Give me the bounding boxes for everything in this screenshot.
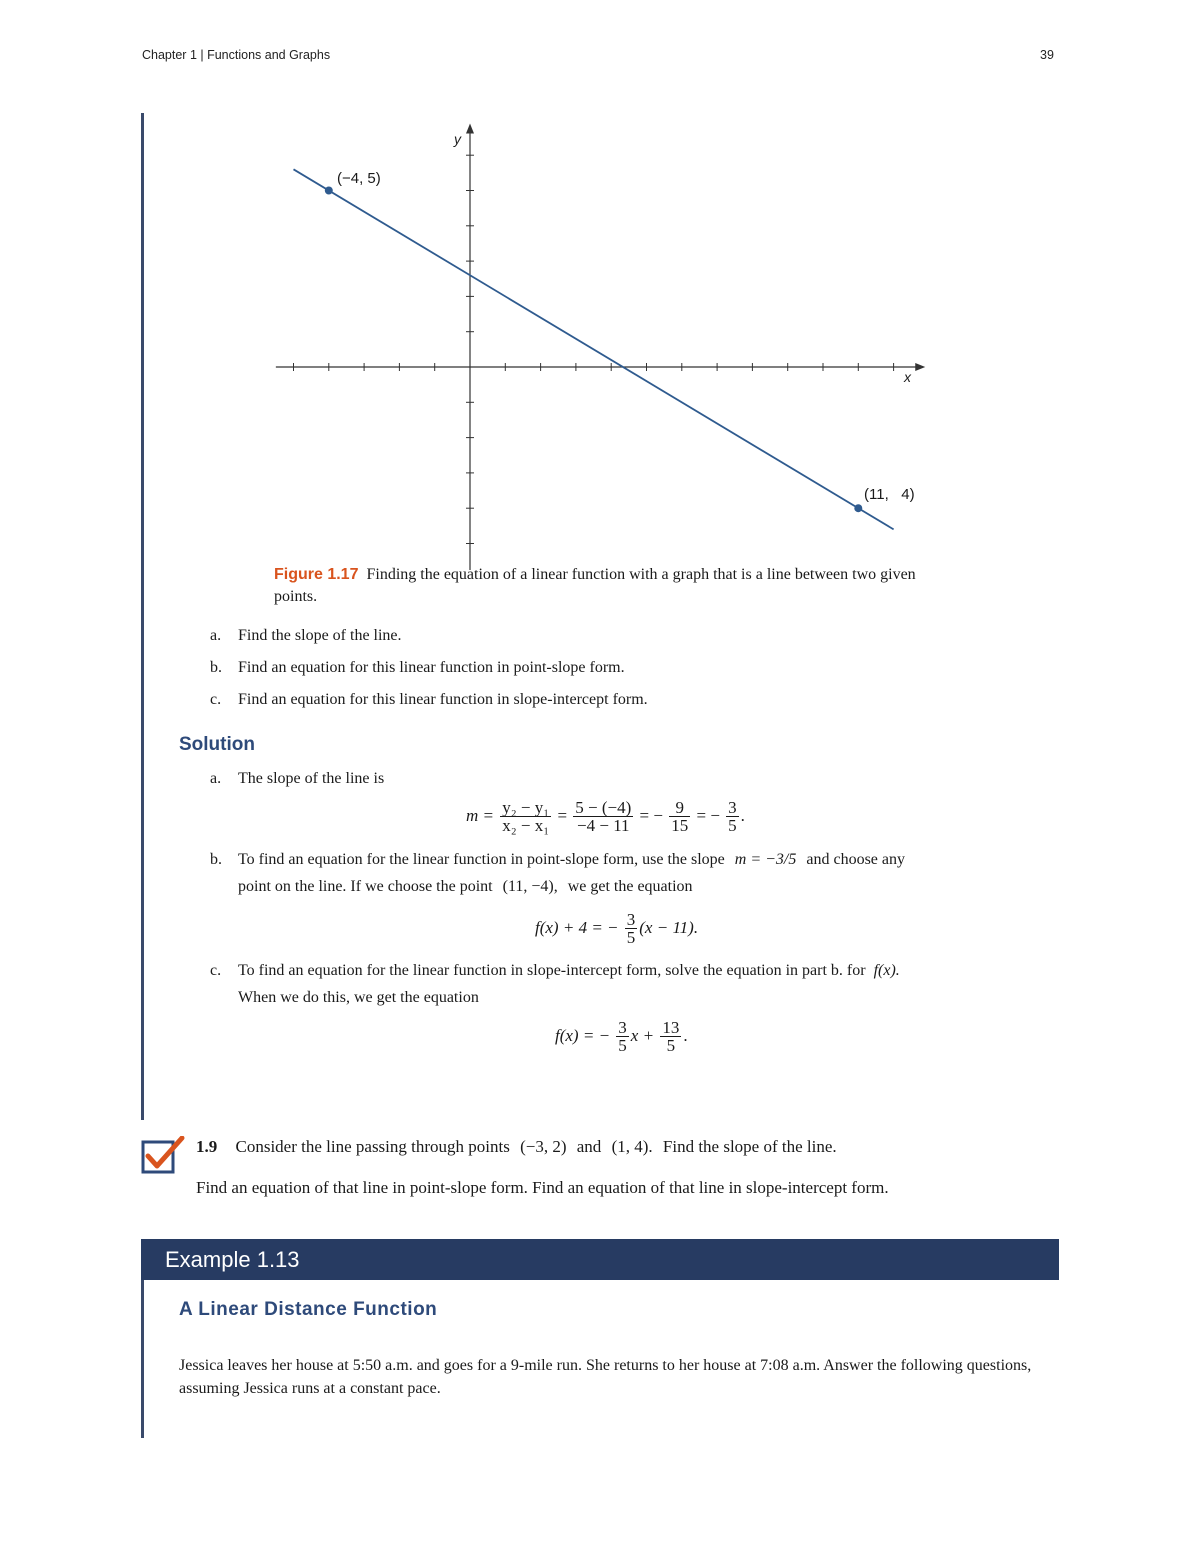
fraction: $\frac{3}{5}$ [728, 798, 737, 835]
point-slope-equation [535, 912, 698, 946]
fraction: $\frac{13}{5}$ [662, 1018, 680, 1055]
eq-m: m = [466, 805, 494, 825]
solution-heading: Solution [179, 734, 255, 755]
eq-sign: = − [696, 805, 720, 825]
chapter-header: Chapter 1 | Functions and Graphs [142, 48, 331, 62]
checkpoint-line2: Find an equation of that line in point-slope form. Find an equation of that line in slope-intercept form. [196, 1178, 889, 1197]
example-text: Jessica leaves her house at 5:50 a.m. and goes for a 9-mile run. She returns to her house at 7:08 a.m. Answer the following questions, assuming Jessica runs at a constant pace. [179, 1357, 1032, 1397]
fraction: $\frac{\text{y₂ − y₁}}{\text{x₂ − x₁}}$ [502, 798, 550, 835]
data-point [854, 504, 862, 512]
solution-b-slope: m = −3/5 [734, 851, 797, 868]
example-title: A Linear Distance Function [179, 1299, 438, 1320]
list-marker: b. [210, 659, 222, 676]
fraction: $\frac{5 - (-4)}{-4 - 11}$ [575, 798, 632, 835]
list-marker: c. [210, 962, 222, 979]
checkpoint-text2: Find the slope of the line. [662, 1137, 837, 1156]
linear-function-line [294, 169, 894, 529]
list-text: Find an equation for this linear function in slope-intercept form. [238, 691, 648, 708]
list-marker: b. [210, 851, 222, 868]
point-label-a: (−4, 5) [337, 170, 381, 187]
figure-graph [260, 120, 940, 570]
checkpoint-p1: (−3, 2) [520, 1137, 567, 1156]
solution-b-text2: and choose any [806, 851, 905, 868]
questions-list [210, 622, 1010, 718]
checkpoint-and: and [576, 1137, 602, 1156]
list-item [210, 686, 1010, 718]
eq3-lhs: f(x) = − [555, 1025, 611, 1045]
list-marker: a. [210, 770, 222, 787]
example-side-rule [141, 113, 144, 1120]
list-text: Find the slope of the line. [238, 627, 402, 644]
graph-axes [276, 124, 925, 570]
figure-label: Figure 1.17 [274, 566, 359, 583]
x-axis-label: x [904, 369, 911, 385]
solution-a-text: The slope of the line is [238, 770, 385, 787]
checkpoint-p2: (1, 4). [611, 1137, 653, 1156]
y-axis-label: y [454, 131, 461, 147]
data-point [325, 187, 333, 195]
solution-c-fx: f(x). [873, 962, 900, 979]
fraction: $\frac{9}{15}$ [671, 798, 689, 835]
solution-b-text3: point on the line. If we choose the point [238, 878, 493, 895]
slope-equation [466, 800, 745, 834]
checkpoint-icon [140, 1136, 186, 1176]
solution-c-text1: To find an equation for the linear function in slope-intercept form, solve the equation in part b. for [238, 962, 866, 979]
list-item [210, 654, 1010, 686]
eq2-lhs: f(x) + 4 = − [535, 917, 619, 937]
point-label-b: (11, 4) [864, 486, 915, 503]
eq-sign: = − [639, 805, 663, 825]
solution-c-text2: When we do this, we get the equation [238, 989, 479, 1006]
eq3-end: . [683, 1025, 688, 1045]
graph-plot [294, 169, 894, 529]
list-marker: c. [210, 691, 222, 708]
slope-intercept-equation [555, 1020, 688, 1054]
eq2-rhs: (x − 11). [639, 917, 699, 937]
page-number: 39 [1040, 48, 1054, 62]
example-side-rule-2 [141, 1280, 144, 1438]
solution-b-point: (11, −4), [502, 878, 558, 895]
figure-caption [274, 564, 924, 608]
list-item [210, 622, 1010, 654]
x-axis-arrow [915, 363, 925, 371]
eq-end: . [740, 805, 745, 825]
eq-sign: = [557, 805, 568, 825]
figure-caption-text: Finding the equation of a linear function with a graph that is a line between two given points. [274, 566, 916, 605]
checkpoint-text1: Consider the line passing through points [235, 1137, 510, 1156]
y-axis-arrow [466, 124, 474, 134]
solution-b-text4: we get the equation [567, 878, 693, 895]
fraction: $\frac{3}{5}$ [626, 910, 636, 947]
list-text: Find an equation for this linear function in point-slope form. [238, 659, 625, 676]
fraction: $\frac{3}{5}$ [618, 1018, 627, 1055]
checkpoint-number: 1.9 [196, 1137, 218, 1156]
checkpoint [196, 1133, 1056, 1160]
eq3-mid: x + [630, 1025, 655, 1045]
example-banner: Example 1.13 [141, 1239, 1059, 1280]
list-marker: a. [210, 627, 222, 644]
solution-b-text1: To find an equation for the linear function in point-slope form, use the slope [238, 851, 725, 868]
